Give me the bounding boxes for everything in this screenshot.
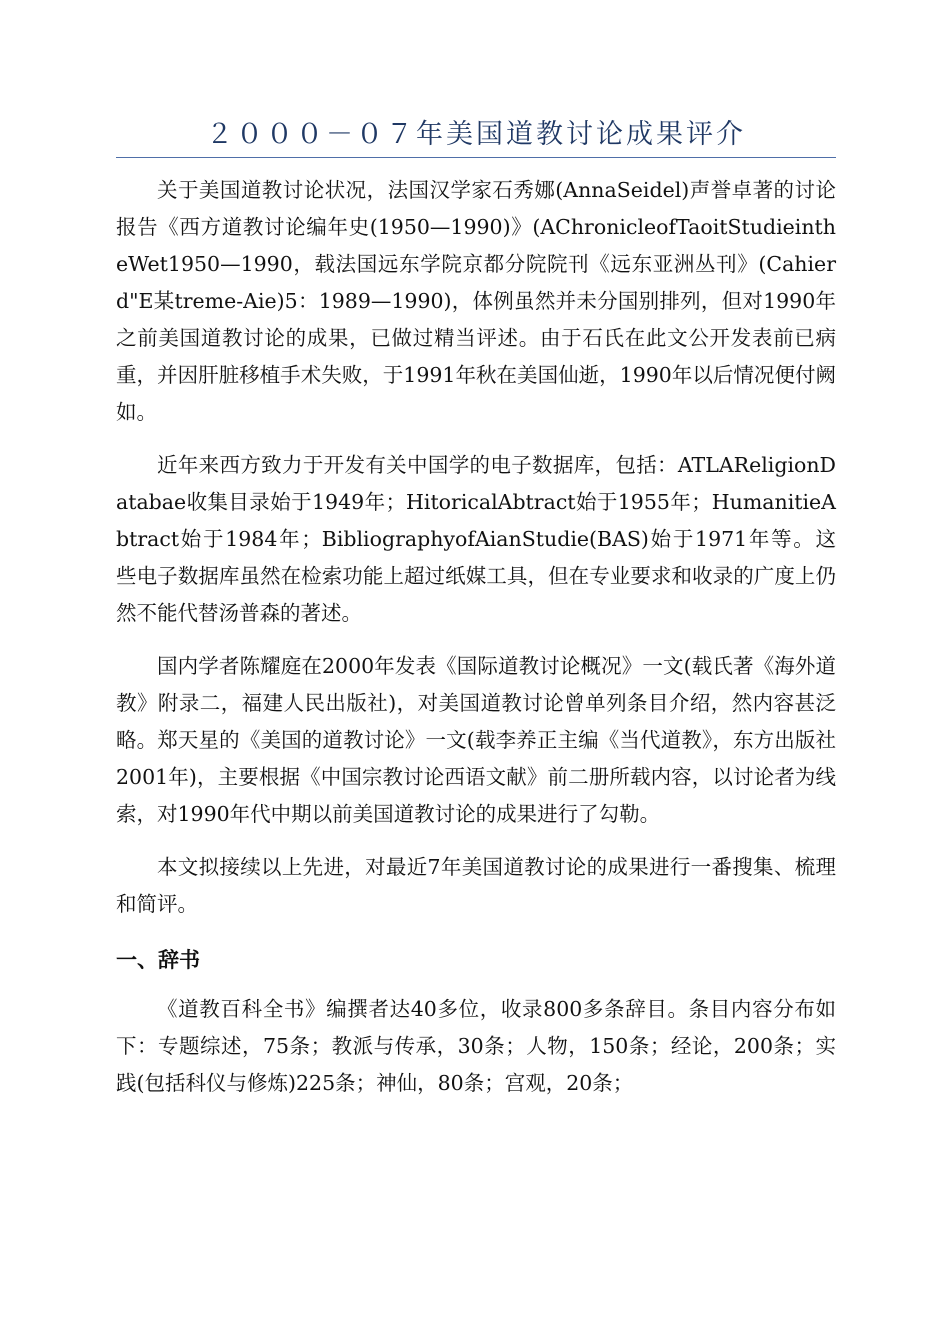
paragraph-databases: 近年来西方致力于开发有关中国学的电子数据库，包括：ATLAReligionDatabae收集目录始于1949年；HitoricalAbtract始于1955年；HumanitieAbtract始于1984年；BibliographyofAianStudie(BAS)始于1971年等。这些电子数据库虽然在检索功能上超过纸媒工具，但在专业要求和收录的广度上仍然不能代替汤普森的著述。 bbox=[116, 453, 836, 625]
document-page bbox=[116, 112, 836, 1118]
paragraph-purpose: 本文拟接续以上先进，对最近7年美国道教讨论的成果进行一番搜集、梳理和简评。 bbox=[116, 855, 836, 916]
paragraph-intro: 关于美国道教讨论状况，法国汉学家石秀娜(AnnaSeidel)声誉卓著的讨论报告《西方道教讨论编年史(1950—1990)》(AChronicleofTaoitStudieintheWet1950—1990，载法国远东学院京都分院院刊《远东亚洲丛刊》(Cahierd"E某treme-Aie)5：1989—1990)，体例虽然并未分国别排列，但对1990年之前美国道教讨论的成果，已做过精当评述。由于石氏在此文公开发表前已病重，并因肝脏移植手术失败，于1991年秋在美国仙逝，1990年以后情况便付阙如。 bbox=[116, 178, 836, 424]
paragraph-domestic-scholars: 国内学者陈耀庭在2000年发表《国际道教讨论概况》一文(载氏著《海外道教》附录二，福建人民出版社)，对美国道教讨论曾单列条目介绍，然内容甚泛略。郑天星的《美国的道教讨论》一文(载李养正主编《当代道教》，东方出版社2001年)，主要根据《中国宗教讨论西语文献》前二册所载内容，以讨论者为线索，对1990年代中期以前美国道教讨论的成果进行了勾勒。 bbox=[116, 654, 836, 826]
paragraph-encyclopedia: 《道教百科全书》编撰者达40多位，收录800多条辞目。条目内容分布如下：专题综述，75条；教派与传承，30条；人物，150条；经论，200条；实践(包括科仪与修炼)225条；神仙，80条；宫观，20条； bbox=[116, 997, 836, 1095]
document-title: ２０００－０７年美国道教讨论成果评介 bbox=[116, 112, 836, 158]
section-heading-dictionaries: 一、辞书 bbox=[116, 948, 200, 972]
